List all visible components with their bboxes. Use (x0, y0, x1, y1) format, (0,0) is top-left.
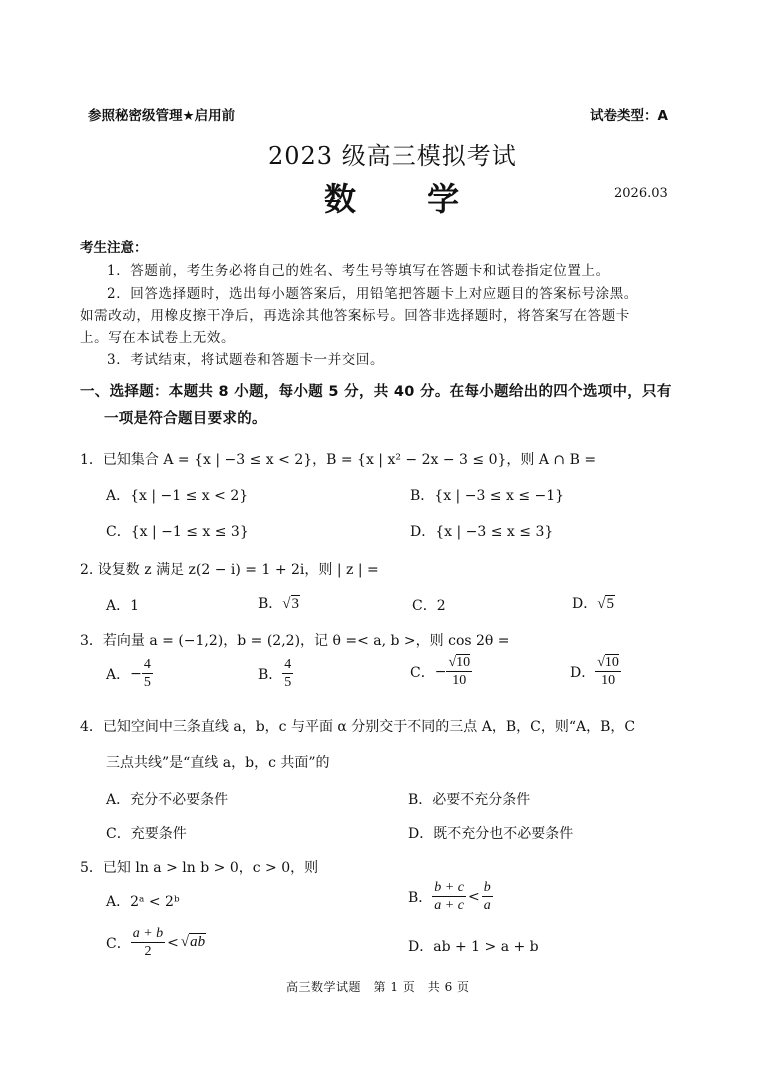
question-3-option-a-sign: − (130, 665, 142, 682)
exam-title: 2023 级高三模拟考试 (268, 142, 517, 170)
question-3-option-d (570, 654, 621, 689)
question-4-stem-line-2: 三点共线”是“直线 a，b，c 共面”的 (106, 755, 330, 771)
question-5-option-d: D．ab + 1 > a + b (408, 939, 539, 955)
fraction-denominator: 10 (452, 673, 467, 688)
paper-type-label: 试卷类型：A (590, 108, 668, 124)
question-3-option-c-label: C． (410, 664, 435, 681)
exam-date: 2026.03 (614, 186, 668, 201)
question-2-option-b-radicand: 3 (291, 596, 300, 612)
question-2-option-c: C．2 (412, 598, 446, 614)
fraction-numerator: √10 (597, 655, 619, 670)
fraction-numerator: b + c (434, 880, 464, 895)
section-heading: 一、选择题：本题共 8 小题，每小题 5 分，共 40 分。在每小题给出的四个选项中，只有 (80, 384, 672, 400)
radicand: 10 (456, 655, 471, 670)
question-5-option-c-label: C． (106, 935, 131, 952)
question-3-option-d-fraction (595, 654, 621, 689)
question-3-option-d-label: D． (570, 664, 596, 681)
fraction-denominator: 5 (284, 675, 292, 690)
fraction-numerator: 4 (143, 657, 151, 672)
question-2-option-d-label: D． (572, 596, 598, 612)
fraction-numerator: b (483, 880, 491, 895)
notice-item-2-line-2: 如需改动，用橡皮擦干净后，再选涂其他答案标号。回答非选择题时，将答案写在答题卡 (80, 308, 630, 324)
question-4-option-b: B．必要不充分条件 (408, 792, 531, 808)
fraction-denominator: a (483, 898, 491, 913)
question-5-option-a: A．2ᵃ < 2ᵇ (106, 894, 180, 910)
question-5-option-c-relation: < (167, 934, 179, 951)
question-1-option-b: B．{x | −3 ≤ x ≤ −1} (410, 488, 565, 504)
notice-heading: 考生注意： (80, 240, 148, 256)
notice-item-3: 3．考试结束，将试题卷和答题卡一并交回。 (107, 352, 385, 368)
sqrt-symbol: √ab (180, 934, 206, 950)
notice-item-1: 1．答题前，考生务必将自己的姓名、考生号等填写在答题卡和试卷指定位置上。 (107, 263, 610, 279)
confidentiality-label: 参照秘密级管理★启用前 (88, 108, 236, 124)
question-3-option-a-label: A． (106, 666, 131, 683)
question-2-stem: 2. 设复数 z 满足 z(2 − i) = 1 + 2i，则 | z | = (80, 562, 379, 578)
fraction-denominator: a + c (434, 898, 464, 913)
fraction-numerator: √10 (448, 655, 471, 670)
question-4-option-c: C．充要条件 (106, 826, 187, 842)
question-2-option-d (572, 593, 615, 613)
page-footer: 高三数学试题 第 1 页 共 6 页 (286, 980, 470, 994)
question-2-option-a: A．1 (106, 598, 140, 614)
question-2-option-d-radicand: 5 (606, 596, 614, 612)
question-5-option-c-fraction (131, 925, 165, 960)
question-1-option-d: D．{x | −3 ≤ x ≤ 3} (410, 524, 554, 540)
question-5-option-c (106, 925, 206, 960)
question-2-option-b (258, 593, 300, 613)
question-5-option-b-fraction-2 (482, 879, 493, 914)
question-5-stem: 5．已知 ln a > ln b > 0，c > 0，则 (80, 860, 319, 876)
question-1-option-c: C．{x | −1 ≤ x ≤ 3} (106, 524, 249, 540)
subject-title: 数 学 (324, 180, 490, 218)
question-5-option-b-relation: < (467, 888, 480, 905)
radicand: 10 (604, 655, 619, 670)
question-3-option-a (106, 656, 153, 691)
question-1-stem: 1．已知集合 A = {x | −3 ≤ x < 2}，B = {x | x² − 2x − 3 ≤ 0}，则 A ∩ B = (80, 452, 597, 468)
question-4-stem-line-1: 4．已知空间中三条直线 a，b，c 与平面 α 分别交于不同的三点 A，B，C，则“A，B，C (80, 719, 636, 735)
question-3-option-b-label: B． (258, 666, 283, 683)
question-3-option-c-fraction (446, 654, 472, 689)
fraction-denominator: 2 (144, 944, 152, 959)
question-5-option-b-label: B． (408, 889, 433, 906)
fraction-denominator: 10 (601, 673, 616, 688)
question-2-option-b-label: B． (258, 596, 283, 612)
notice-item-2-line-1: 2．回答选择题时，选出每小题答案后，用铅笔把答题卡上对应题目的答案标号涂黑。 (107, 286, 638, 302)
question-3-option-b (258, 656, 293, 691)
question-3-option-b-fraction (282, 656, 293, 691)
question-3-option-c (410, 654, 472, 689)
fraction-numerator: a + b (132, 926, 164, 941)
question-3-option-a-fraction (142, 656, 153, 691)
fraction-denominator: 5 (143, 675, 151, 690)
notice-item-2-line-3: 上。写在本试卷上无效。 (80, 330, 236, 346)
fraction-numerator: 4 (284, 657, 292, 672)
question-3-option-c-sign: − (434, 663, 447, 680)
question-1-option-a: A．{x | −1 ≤ x < 2} (106, 488, 249, 504)
section-heading-cont: 一项是符合题目要求的。 (104, 411, 267, 427)
question-5-option-b (408, 879, 493, 914)
sqrt-symbol: √3 (282, 596, 300, 612)
question-4-option-a: A．充分不必要条件 (106, 792, 229, 808)
radicand: ab (190, 934, 206, 950)
question-4-option-d: D．既不充分也不必要条件 (408, 826, 574, 842)
question-5-option-b-fraction-1 (432, 879, 466, 914)
sqrt-symbol: √5 (597, 596, 614, 612)
question-3-stem: 3．若向量 a = (−1,2)，b = (2,2)，记 θ =< a, b >，则 cos 2θ = (80, 633, 510, 649)
